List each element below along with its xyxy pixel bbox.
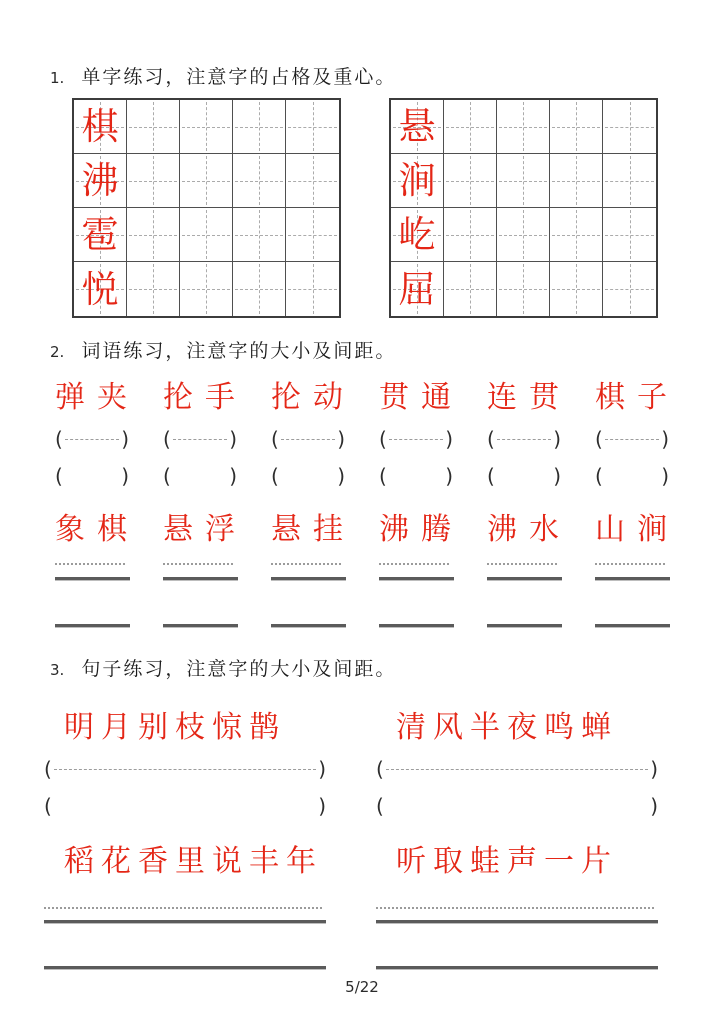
practice-sentence: 清风半夜鸣蝉	[396, 710, 618, 745]
grid-cell	[127, 208, 180, 262]
model-character: 沸	[81, 159, 119, 202]
section-number: 3.	[50, 661, 65, 679]
grid-cell	[444, 208, 497, 262]
close-paren: )	[318, 757, 326, 781]
grid-cell	[180, 100, 233, 154]
grid-cell	[74, 208, 127, 262]
close-paren: )	[229, 464, 237, 488]
dashed-writing-line	[163, 563, 233, 565]
solid-writing-line	[44, 920, 326, 924]
open-paren: (	[271, 427, 279, 451]
solid-writing-line	[271, 577, 346, 581]
close-paren: )	[121, 464, 129, 488]
solid-writing-line	[163, 624, 238, 628]
practice-word: 贯通	[379, 380, 463, 415]
section-1-heading	[50, 62, 724, 89]
grid-cell	[603, 154, 656, 208]
close-paren: )	[337, 464, 345, 488]
answer-brackets	[379, 464, 453, 488]
close-paren: )	[553, 464, 561, 488]
open-paren: (	[376, 757, 384, 781]
grid-cell	[286, 100, 339, 154]
practice-word: 悬挂	[271, 512, 355, 547]
grid-cell	[497, 154, 550, 208]
practice-sentence: 稻花香里说丰年	[64, 844, 323, 879]
solid-writing-line	[376, 920, 658, 924]
close-paren: )	[553, 427, 561, 451]
grid-cell	[233, 154, 286, 208]
dashed-writing-line	[271, 563, 341, 565]
solid-writing-line	[55, 624, 130, 628]
dashed-guide-line	[54, 769, 316, 770]
close-paren: )	[229, 427, 237, 451]
open-paren: (	[55, 464, 63, 488]
answer-brackets	[55, 464, 129, 488]
answer-brackets	[376, 794, 658, 818]
solid-writing-line	[595, 577, 670, 581]
sentence-solid-lines-1	[44, 909, 724, 924]
solid-writing-line	[487, 624, 562, 628]
close-paren: )	[650, 757, 658, 781]
close-paren: )	[661, 427, 669, 451]
practice-word: 弹夹	[55, 380, 139, 415]
model-character: 悦	[81, 267, 119, 311]
answer-brackets	[271, 427, 345, 451]
practice-word: 象棋	[55, 512, 139, 547]
grid-cell	[391, 262, 444, 316]
section-number: 1.	[50, 69, 65, 87]
grid-cell	[550, 154, 603, 208]
solid-writing-line	[595, 624, 670, 628]
solid-writing-line	[44, 966, 326, 970]
grid-cell	[550, 262, 603, 316]
answer-brackets	[271, 464, 345, 488]
section-2-heading	[50, 336, 724, 363]
practice-sentence: 听取蛙声一片	[396, 844, 618, 879]
practice-word: 抡动	[271, 380, 355, 415]
model-character: 屈	[398, 267, 436, 311]
word-row-1	[55, 375, 724, 421]
dashed-writing-line	[44, 907, 322, 909]
grid-cell	[180, 208, 233, 262]
single-char-grids	[72, 98, 724, 318]
close-paren: )	[650, 794, 658, 818]
model-character: 涧	[398, 159, 436, 202]
practice-word: 抡手	[163, 380, 247, 415]
close-paren: )	[445, 427, 453, 451]
open-paren: (	[487, 464, 495, 488]
practice-word: 沸水	[487, 512, 571, 547]
dashed-writing-line	[55, 563, 125, 565]
answer-brackets	[163, 427, 237, 451]
close-paren: )	[661, 464, 669, 488]
answer-brackets	[44, 794, 326, 818]
open-paren: (	[595, 464, 603, 488]
section-3-heading	[50, 654, 724, 681]
grid-cell	[603, 262, 656, 316]
dashed-guide-line	[65, 439, 119, 440]
solid-writing-line	[379, 577, 454, 581]
section-title: 单字练习，注意字的占格及重心。	[81, 66, 397, 88]
answer-brackets	[487, 427, 561, 451]
sentence-solid-lines-2	[44, 924, 724, 970]
sentence-brackets-dashed	[44, 757, 724, 781]
open-paren: (	[163, 427, 171, 451]
grid-cell	[286, 208, 339, 262]
grid-cell	[127, 262, 180, 316]
tianzige-grid	[72, 98, 341, 318]
grid-cell	[603, 208, 656, 262]
page-number: 5/22	[345, 978, 379, 996]
open-paren: (	[379, 464, 387, 488]
grid-cell	[74, 100, 127, 154]
dashed-writing-line	[379, 563, 449, 565]
grid-cell	[391, 208, 444, 262]
grid-cell	[127, 154, 180, 208]
close-paren: )	[121, 427, 129, 451]
dashed-writing-line	[595, 563, 665, 565]
sentence-brackets-empty	[44, 794, 724, 818]
close-paren: )	[318, 794, 326, 818]
open-paren: (	[379, 427, 387, 451]
word-solid-lines-1	[55, 565, 724, 581]
dashed-writing-line	[487, 563, 557, 565]
answer-brackets	[55, 427, 129, 451]
word-brackets-empty	[55, 464, 724, 488]
answer-brackets	[379, 427, 453, 451]
grid-cell	[444, 100, 497, 154]
grid-cell	[180, 154, 233, 208]
dashed-writing-line	[376, 907, 654, 909]
grid-cell	[127, 100, 180, 154]
open-paren: (	[44, 794, 52, 818]
close-paren: )	[337, 427, 345, 451]
open-paren: (	[376, 794, 384, 818]
answer-brackets	[163, 464, 237, 488]
grid-cell	[286, 262, 339, 316]
open-paren: (	[271, 464, 279, 488]
open-paren: (	[163, 464, 171, 488]
practice-word: 连贯	[487, 380, 571, 415]
solid-writing-line	[376, 966, 658, 970]
solid-writing-line	[487, 577, 562, 581]
model-character: 悬	[398, 105, 436, 148]
word-brackets-dashed	[55, 427, 724, 451]
grid-cell	[550, 100, 603, 154]
dashed-guide-line	[389, 439, 443, 440]
practice-word: 沸腾	[379, 512, 463, 547]
answer-brackets	[595, 427, 669, 451]
answer-brackets	[44, 757, 326, 781]
section-number: 2.	[50, 343, 65, 361]
dashed-guide-line	[281, 439, 335, 440]
practice-sentence: 明月别枝惊鹊	[64, 710, 286, 745]
grid-cell	[603, 100, 656, 154]
dashed-guide-line	[605, 439, 659, 440]
grid-cell	[391, 100, 444, 154]
solid-writing-line	[271, 624, 346, 628]
grid-cell	[444, 262, 497, 316]
grid-cell	[497, 100, 550, 154]
sentence-practice-area	[0, 705, 724, 970]
open-paren: (	[55, 427, 63, 451]
word-solid-lines-2	[55, 581, 724, 628]
sentence-row-2	[44, 839, 724, 885]
solid-writing-line	[379, 624, 454, 628]
close-paren: )	[445, 464, 453, 488]
practice-word: 棋子	[595, 380, 679, 415]
grid-cell	[74, 262, 127, 316]
sentence-row-1	[44, 705, 724, 751]
word-row-2	[55, 507, 724, 553]
grid-cell	[550, 208, 603, 262]
open-paren: (	[595, 427, 603, 451]
solid-writing-line	[163, 577, 238, 581]
practice-word: 山涧	[595, 512, 679, 547]
model-character: 棋	[81, 105, 119, 148]
section-title: 句子练习，注意字的大小及间距。	[81, 658, 397, 680]
section-title: 词语练习，注意字的大小及间距。	[81, 340, 397, 362]
grid-cell	[233, 100, 286, 154]
answer-brackets	[487, 464, 561, 488]
grid-cell	[233, 208, 286, 262]
grid-cell	[286, 154, 339, 208]
dashed-guide-line	[497, 439, 551, 440]
answer-brackets	[376, 757, 658, 781]
dashed-guide-line	[173, 439, 227, 440]
model-character: 雹	[81, 213, 119, 256]
word-dash-lines	[55, 553, 724, 565]
open-paren: (	[487, 427, 495, 451]
grid-cell	[497, 262, 550, 316]
sentence-dash-lines	[44, 885, 724, 909]
grid-cell	[497, 208, 550, 262]
tianzige-grid	[389, 98, 658, 318]
grid-cell	[444, 154, 497, 208]
grid-cell	[180, 262, 233, 316]
grid-cell	[391, 154, 444, 208]
answer-brackets	[595, 464, 669, 488]
grid-cell	[74, 154, 127, 208]
grid-cell	[233, 262, 286, 316]
model-character: 屹	[398, 213, 436, 256]
open-paren: (	[44, 757, 52, 781]
solid-writing-line	[55, 577, 130, 581]
dashed-guide-line	[386, 769, 648, 770]
word-practice-area	[0, 375, 724, 628]
practice-word: 悬浮	[163, 512, 247, 547]
